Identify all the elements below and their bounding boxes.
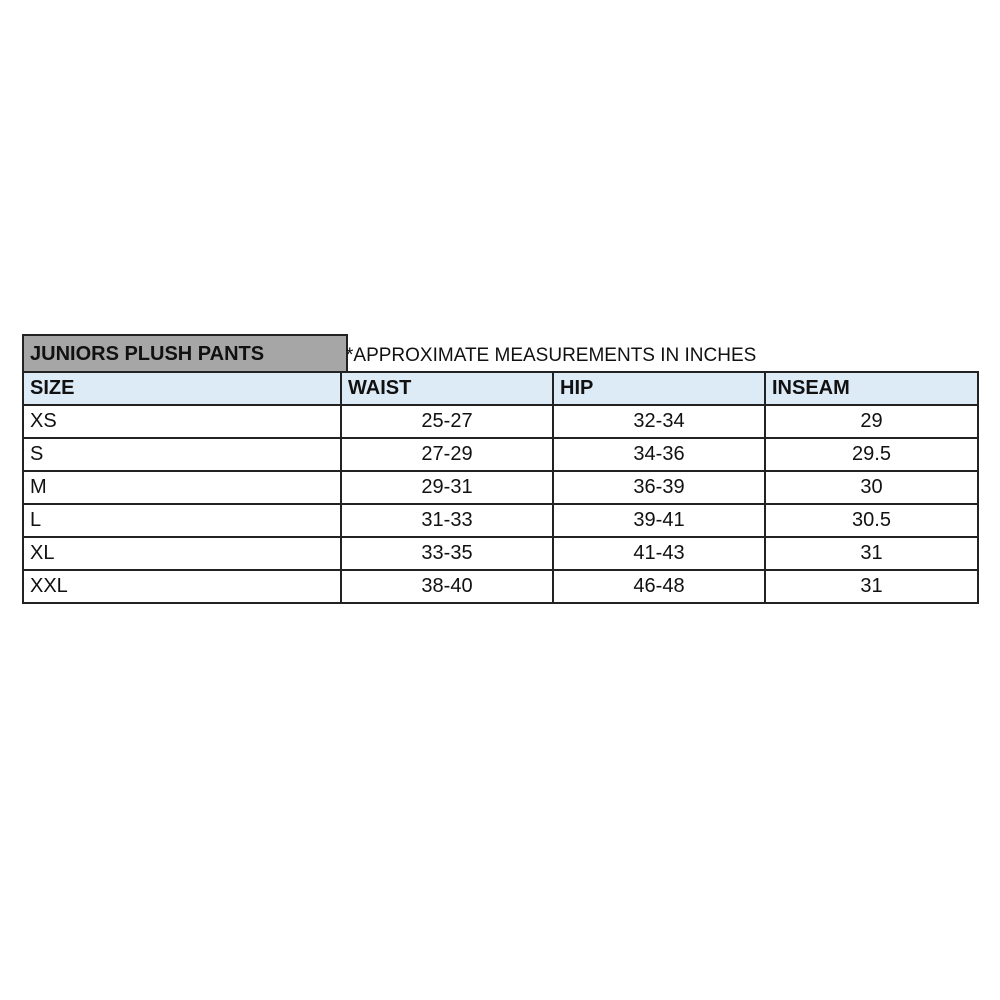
size-cell: L [23,504,341,537]
inseam-cell: 30.5 [765,504,978,537]
size-cell: XS [23,405,341,438]
header-waist: WAIST [341,372,553,405]
waist-cell: 29-31 [341,471,553,504]
waist-cell: 31-33 [341,504,553,537]
table-row [23,504,978,537]
waist-cell: 25-27 [341,405,553,438]
hip-cell: 41-43 [553,537,765,570]
inseam-cell: 30 [765,471,978,504]
waist-cell: 27-29 [341,438,553,471]
waist-cell: 38-40 [341,570,553,603]
table-row [23,570,978,603]
inseam-cell: 29 [765,405,978,438]
size-chart [22,334,977,604]
header-size: SIZE [23,372,341,405]
hip-cell: 36-39 [553,471,765,504]
size-cell: XL [23,537,341,570]
size-cell: M [23,471,341,504]
table-row [23,537,978,570]
hip-cell: 32-34 [553,405,765,438]
header-row [23,372,978,405]
inseam-cell: 31 [765,537,978,570]
hip-cell: 46-48 [553,570,765,603]
header-inseam: INSEAM [765,372,978,405]
header-hip: HIP [553,372,765,405]
table-row [23,438,978,471]
size-cell: S [23,438,341,471]
table-row [23,405,978,438]
chart-title: JUNIORS PLUSH PANTS [22,334,348,371]
waist-cell: 33-35 [341,537,553,570]
size-cell: XXL [23,570,341,603]
inseam-cell: 29.5 [765,438,978,471]
table-row [23,471,978,504]
measurement-note: *APPROXIMATE MEASUREMENTS IN INCHES [346,345,757,366]
size-table [22,371,979,604]
hip-cell: 39-41 [553,504,765,537]
inseam-cell: 31 [765,570,978,603]
hip-cell: 34-36 [553,438,765,471]
title-row [22,334,977,371]
